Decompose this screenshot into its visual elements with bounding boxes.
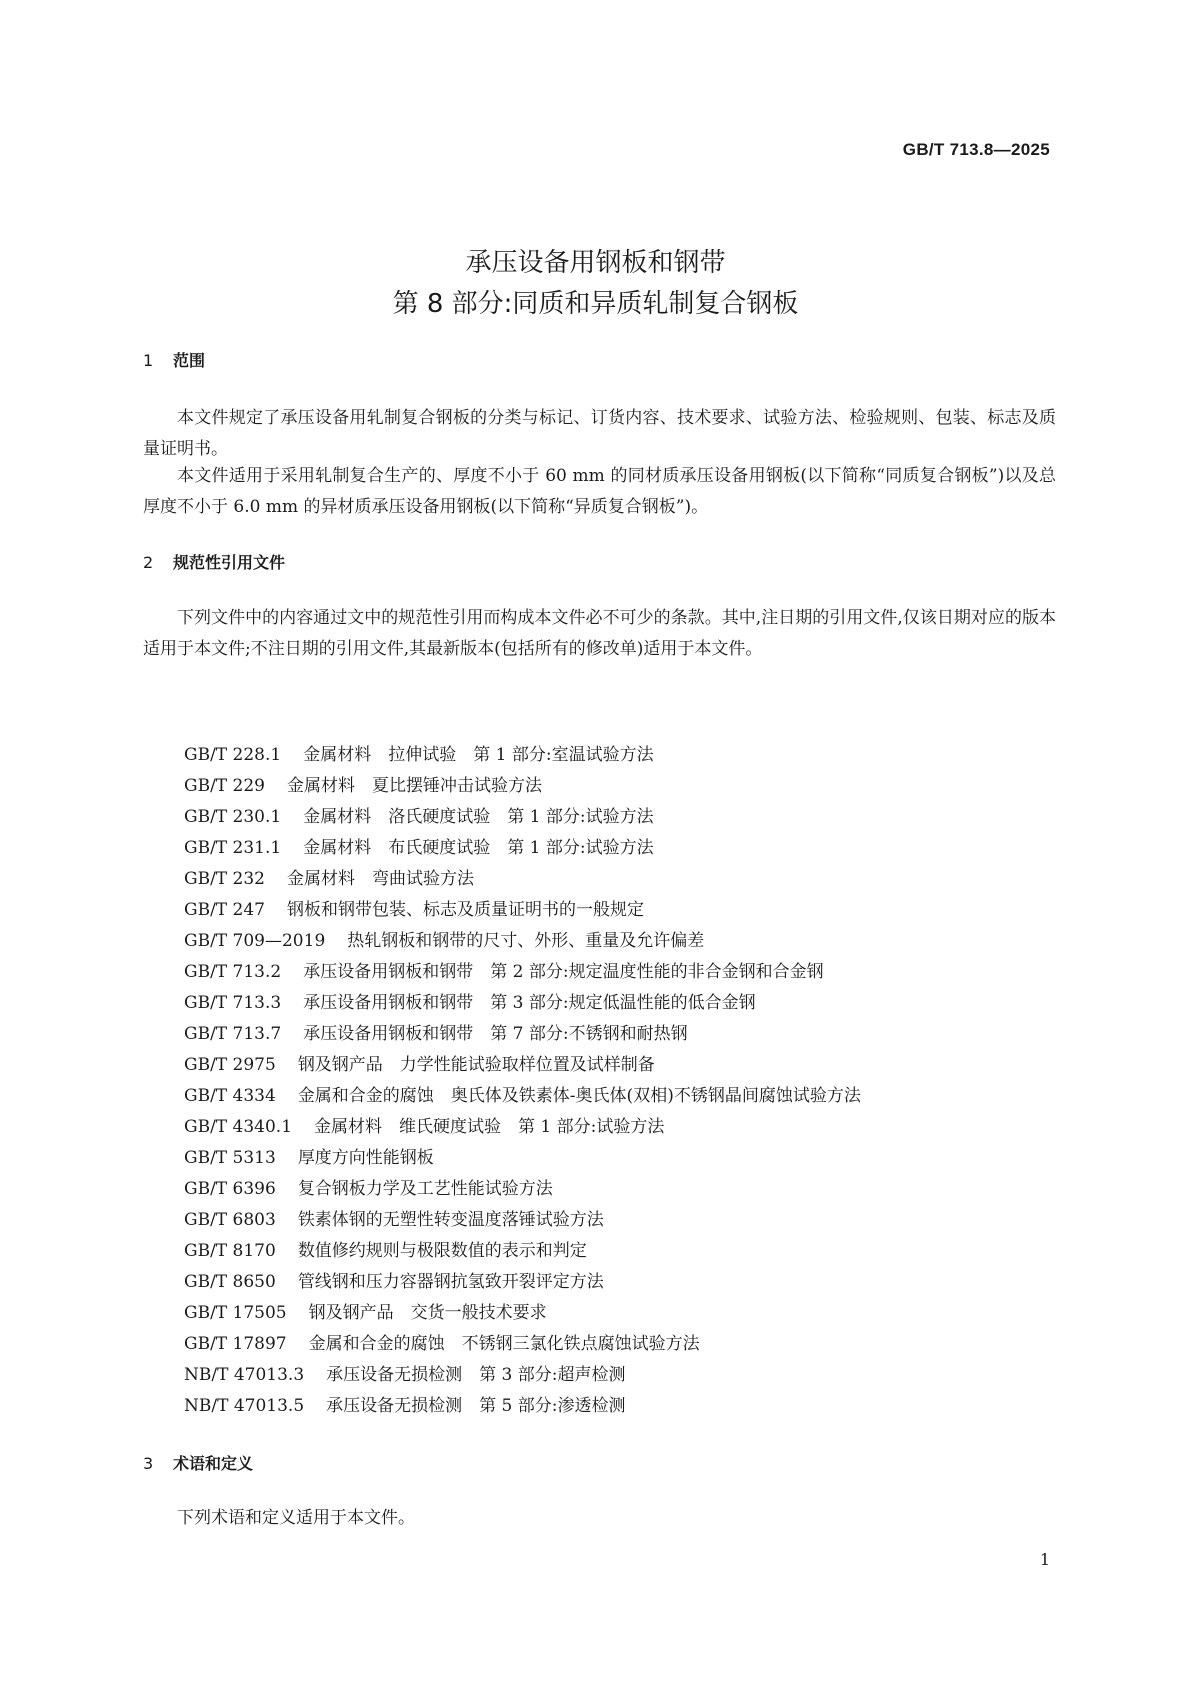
reference-title: 承压设备无损检测 第 3 部分:超声检测 (326, 1365, 626, 1385)
reference-code: GB/T 8170 (184, 1241, 276, 1261)
reference-title: 金属和合金的腐蚀 奥氏体及铁素体-奥氏体(双相)不锈钢晶间腐蚀试验方法 (297, 1086, 861, 1106)
page-number: 1 (1039, 1550, 1050, 1569)
reference-code: GB/T 17505 (184, 1303, 287, 1323)
reference-code: GB/T 6803 (184, 1210, 276, 1230)
reference-code: GB/T 228.1 (184, 745, 282, 765)
reference-item (184, 1329, 861, 1360)
reference-title: 钢板和钢带包装、标志及质量证明书的一般规定 (287, 900, 644, 920)
reference-title: 热轧钢板和钢带的尺寸、外形、重量及允许偏差 (347, 931, 705, 951)
reference-item (184, 1236, 861, 1267)
reference-title: 承压设备用钢板和钢带 第 2 部分:规定温度性能的非合金钢和合金钢 (303, 962, 824, 982)
reference-title: 管线钢和压力容器钢抗氢致开裂评定方法 (297, 1272, 604, 1292)
section-1-heading (143, 348, 205, 371)
reference-title: 金属材料 弯曲试验方法 (287, 869, 474, 889)
reference-code: GB/T 709—2019 (184, 931, 326, 951)
reference-code: GB/T 4334 (184, 1086, 276, 1106)
reference-title: 承压设备无损检测 第 5 部分:渗透检测 (326, 1396, 626, 1416)
reference-title: 钢及钢产品 力学性能试验取样位置及试样制备 (297, 1055, 655, 1075)
reference-code: GB/T 4340.1 (184, 1117, 293, 1137)
reference-item (184, 1360, 861, 1391)
standard-code: GB/T 713.8—2025 (902, 140, 1050, 159)
section-number: 2 (143, 553, 154, 572)
reference-code: GB/T 8650 (184, 1272, 276, 1292)
reference-item (184, 1019, 861, 1050)
reference-code: GB/T 229 (184, 776, 265, 796)
section-title: 范围 (173, 351, 206, 370)
reference-item (184, 895, 861, 926)
reference-item (184, 1205, 861, 1236)
reference-item (184, 1081, 861, 1112)
reference-item (184, 988, 861, 1019)
reference-title: 钢及钢产品 交货一般技术要求 (308, 1303, 547, 1323)
section-3-heading (143, 1451, 253, 1474)
section-title: 术语和定义 (173, 1454, 254, 1473)
reference-item (184, 1267, 861, 1298)
reference-code: GB/T 230.1 (184, 807, 282, 827)
reference-item (184, 1143, 861, 1174)
reference-code: GB/T 17897 (184, 1334, 287, 1354)
reference-item (184, 833, 861, 864)
reference-item (184, 864, 861, 895)
reference-item (184, 1050, 861, 1081)
reference-title: 金属材料 维氏硬度试验 第 1 部分:试验方法 (314, 1117, 665, 1137)
reference-item (184, 802, 861, 833)
reference-code: GB/T 232 (184, 869, 265, 889)
reference-item (184, 771, 861, 802)
reference-title: 金属材料 拉伸试验 第 1 部分:室温试验方法 (303, 745, 654, 765)
reference-item (184, 957, 861, 988)
title-line-1: 承压设备用钢板和钢带 (465, 248, 726, 278)
reference-title: 铁素体钢的无塑性转变温度落锤试验方法 (297, 1210, 604, 1230)
reference-item (184, 1112, 861, 1143)
reference-code: GB/T 5313 (184, 1148, 276, 1168)
reference-title: 复合钢板力学及工艺性能试验方法 (297, 1179, 553, 1199)
section-1-paragraph-2: 本文件适用于采用轧制复合生产的、厚度不小于 60 mm 的同材质承压设备用钢板(以下简称“同质复合钢板”)以及总厚度不小于 6.0 mm 的异材质承压设备用钢板(以下简称“异质复合钢板”)。 (143, 466, 1056, 517)
reference-title: 承压设备用钢板和钢带 第 7 部分:不锈钢和耐热钢 (303, 1024, 688, 1044)
reference-title: 厚度方向性能钢板 (297, 1148, 434, 1168)
reference-title: 数值修约规则与极限数值的表示和判定 (297, 1241, 587, 1261)
reference-code: GB/T 247 (184, 900, 265, 920)
reference-title: 金属材料 洛氏硬度试验 第 1 部分:试验方法 (303, 807, 654, 827)
reference-code: GB/T 713.2 (184, 962, 282, 982)
section-2-paragraph-1: 下列文件中的内容通过文中的规范性引用而构成本文件必不可少的条款。其中,注日期的引用文件,仅该日期对应的版本适用于本文件;不注日期的引用文件,其最新版本(包括所有的修改单)适用于本文件。 (143, 608, 1056, 659)
reference-title: 金属材料 夏比摆锤冲击试验方法 (287, 776, 542, 796)
reference-title: 金属材料 布氏硬度试验 第 1 部分:试验方法 (303, 838, 654, 858)
reference-code: GB/T 6396 (184, 1179, 276, 1199)
reference-item (184, 926, 861, 957)
reference-code: GB/T 231.1 (184, 838, 282, 858)
section-number: 1 (143, 351, 154, 370)
section-2-heading (143, 550, 285, 573)
normative-reference-list (184, 740, 861, 1422)
reference-item (184, 740, 861, 771)
reference-item (184, 1174, 861, 1205)
title-line-2: 第 8 部分:同质和异质轧制复合钢板 (392, 289, 799, 319)
reference-code: NB/T 47013.5 (184, 1396, 305, 1416)
section-3-paragraph-1: 下列术语和定义适用于本文件。 (177, 1508, 415, 1528)
reference-title: 承压设备用钢板和钢带 第 3 部分:规定低温性能的低合金钢 (303, 993, 756, 1013)
reference-item (184, 1298, 861, 1329)
reference-code: GB/T 2975 (184, 1055, 276, 1075)
reference-code: NB/T 47013.3 (184, 1365, 305, 1385)
section-1-paragraph-1: 本文件规定了承压设备用轧制复合钢板的分类与标记、订货内容、技术要求、试验方法、检验规则、包装、标志及质量证明书。 (143, 408, 1056, 459)
reference-title: 金属和合金的腐蚀 不锈钢三氯化铁点腐蚀试验方法 (308, 1334, 700, 1354)
section-title: 规范性引用文件 (173, 553, 286, 572)
section-number: 3 (143, 1454, 154, 1473)
reference-item (184, 1391, 861, 1422)
reference-code: GB/T 713.7 (184, 1024, 282, 1044)
reference-code: GB/T 713.3 (184, 993, 282, 1013)
document-title (0, 243, 1191, 325)
